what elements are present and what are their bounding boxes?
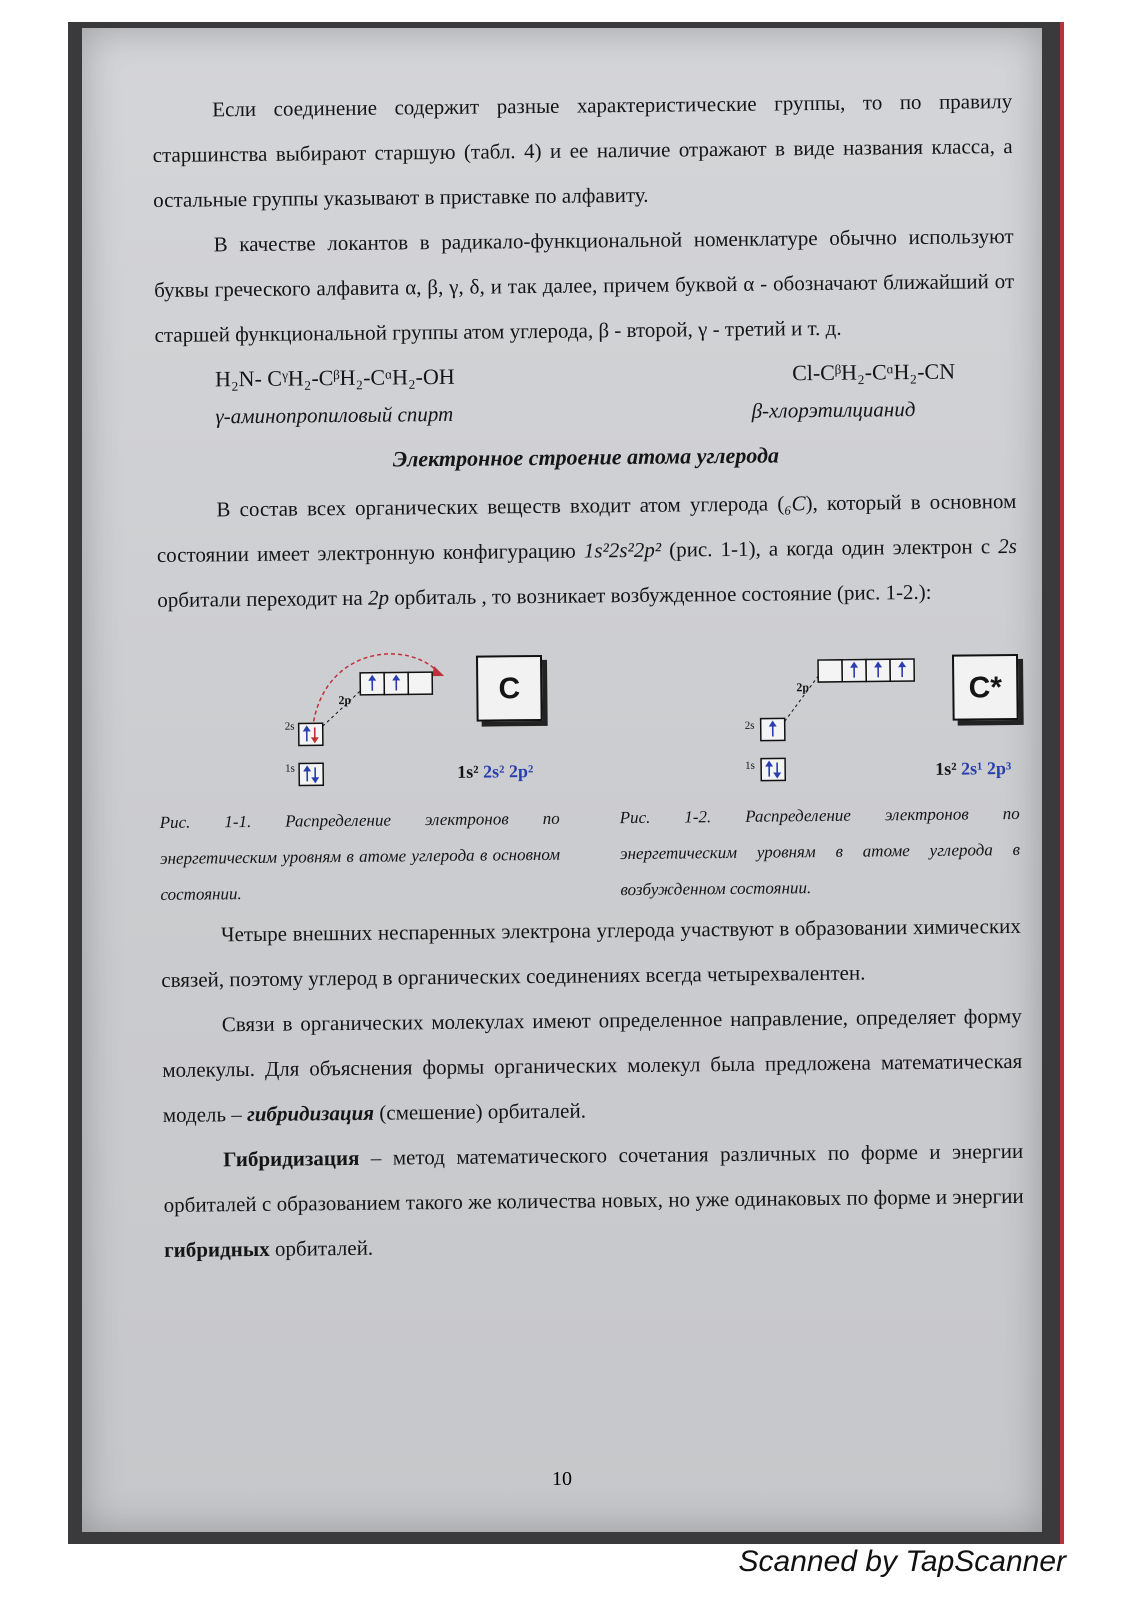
p3-text-2: ), который в основном состоянии имеет электронную конфигурацию — [156, 488, 1017, 567]
paragraph-1: Если соединение содержит разные характеристические группы, то по правилу старшинства выбирают старшую (табл. 4) и ее наличие отражают в виде названия класса, а остальные группы указывают в приставке по алфавиту. — [152, 88, 1013, 212]
name-aminopropanol: γ-аминопропиловый спирт — [215, 401, 454, 429]
formula-aminopropanol: H₂N- CᵞH₂-CᵝH₂-CᵅH₂-OH — [214, 363, 455, 392]
orbital-diagrams — [158, 624, 1020, 803]
p3-config: 1s²2s²2p² — [583, 537, 662, 563]
label-1s: 1s — [285, 762, 295, 775]
config-excited-valence: 2s¹ 2p³ — [960, 758, 1012, 779]
name-chloroethylcyanide: β-хлорэтилцианид — [751, 397, 916, 423]
caption-fig-1-2: Рис. 1-2. Распределение электронов по энергетическим уровням в атоме углерода в возбужденном состоянии. — [619, 803, 1021, 900]
orbital-scheme-excited — [678, 624, 980, 797]
scanner-watermark: Scanned by TapScanner — [738, 1545, 1066, 1578]
p5-text-1: Связи в органических молекулах имеют определенное направление, определяет форму молекулы. Для объяснения формы органических молекул была предложена математическая модель – — [162, 1003, 1023, 1127]
page-content — [152, 79, 1024, 1273]
label-2p-excited: 2p — [796, 680, 810, 695]
document-page — [82, 28, 1042, 1532]
paragraph-3 — [156, 479, 1017, 623]
p3-text-3: (рис. 1-1), а когда один электрон с — [660, 534, 999, 562]
page-number: 10 — [552, 1468, 572, 1490]
section-title: Электронное строение атома углерода — [392, 442, 780, 472]
config-ground-1s: 1s² — [457, 761, 479, 782]
p6-text-2: орбиталей. — [269, 1235, 374, 1261]
figure-captions — [160, 796, 1021, 913]
orbital-2p-excited — [818, 659, 914, 682]
orbital-2p — [360, 672, 432, 695]
diagram-excited-state — [678, 623, 1100, 797]
p5-term-hybridization: гибридизация — [246, 1100, 375, 1127]
formula-names-row — [155, 389, 1015, 436]
caption-fig-1-1: Рис. 1-1. Распределение электронов по энергетическим уровням в атоме углерода в основном состоянии. — [159, 808, 561, 904]
orbital-2s — [299, 723, 323, 745]
config-ground — [457, 759, 533, 784]
p3-orbital-2p: 2p — [367, 585, 390, 610]
label-2s: 2s — [284, 720, 295, 733]
label-2s-excited: 2s — [744, 719, 755, 732]
formula-chloroethylcyanide: Cl-CᵝH₂-CᵅH₂-CN — [791, 358, 956, 386]
paragraph-4: Четыре внешних неспаренных электрона углерода участвуют в образовании химических связей, поэтому углерод в органических соединениях всегда четырехвалентен. — [161, 913, 1021, 992]
p3-text-1: В состав всех органических веществ входит атом углерода ( — [216, 491, 785, 522]
p6-term-hybrid: гибридных — [164, 1236, 270, 1262]
label-1s-excited: 1s — [745, 759, 755, 772]
p5-text-2: (смешение) орбиталей. — [373, 1098, 587, 1125]
label-2p: 2p — [338, 692, 352, 708]
paragraph-6 — [163, 1129, 1024, 1273]
p3-text-4: орбитали переходит на — [157, 585, 369, 612]
diagram-ground-state — [218, 628, 640, 802]
p3-orbital-2s: 2s — [998, 533, 1017, 559]
p3-element: ₆C — [784, 491, 806, 516]
carbon-excited-symbol-box: C* — [952, 654, 1019, 721]
config-excited — [935, 756, 1011, 781]
carbon-symbol-box: C — [476, 655, 543, 722]
paragraph-5 — [162, 994, 1023, 1138]
p6-text-1: – метод математического сочетания различных по форме и энергии орбиталей с образованием такого же количества новых, но уже одинаковых по форме и энергии — [163, 1138, 1024, 1217]
orbital-1s-excited — [761, 758, 785, 780]
orbital-2s-excited — [761, 718, 785, 740]
config-ground-valence: 2s² 2p² — [482, 761, 534, 782]
p3-text-5: орбиталь , то возникает возбужденное состояние (рис. 1-2.): — [388, 579, 932, 610]
p6-term-hybridization: Гибридизация — [223, 1145, 360, 1172]
paragraph-2: В качестве локантов в радикало-функциональной номенклатуре обычно используют буквы греческого алфавита α, β, γ, δ, и так далее, причем буквой α - обозначают ближайший от старшей функциональной группы атом углерода, β - второй, γ - третий и т. д. — [153, 223, 1015, 347]
orbital-1s — [299, 763, 323, 785]
config-excited-1s: 1s² — [935, 758, 957, 779]
